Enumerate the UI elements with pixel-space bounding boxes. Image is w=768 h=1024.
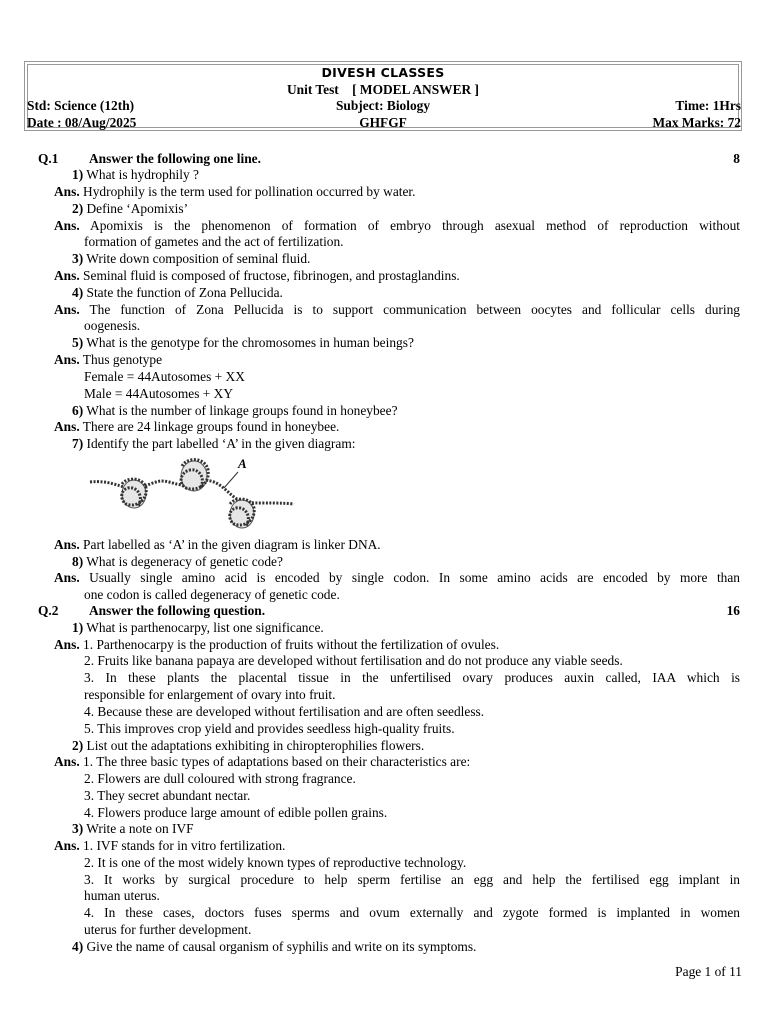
answer: Ans. Hydrophily is the term used for pollination occurred by water.	[54, 184, 416, 199]
q1-marks: 8	[733, 151, 740, 166]
answer-point: 2. It is one of the most widely known types of reproductive technology.	[84, 855, 467, 870]
question: 7) Identify the part labelled ‘A’ in the given diagram:	[72, 436, 356, 451]
nucleosome-diagram	[88, 454, 298, 536]
nucleosome	[122, 479, 146, 508]
answer-point: 3. They secret abundant nectar.	[84, 788, 251, 803]
q1-number: Q.1	[38, 151, 59, 166]
answer: Ans. There are 24 linkage groups found in honeybee.	[54, 419, 340, 434]
answer-continued: human uterus.	[84, 888, 160, 903]
question: 4) Give the name of causal organism of syphilis and write on its symptoms.	[72, 939, 477, 954]
answer-point: 2. Fruits like banana papaya are developed without fertilisation and do not produce any viable seeds.	[84, 653, 623, 668]
question: 1) What is parthenocarpy, list one significance.	[72, 620, 324, 635]
answer-continued: uterus for further development.	[84, 922, 252, 937]
page-number: Page 1 of 11	[675, 964, 742, 979]
q2-title: Answer the following question.	[89, 603, 266, 618]
answer-point: 4. Flowers produce large amount of edible pollen grains.	[84, 805, 388, 820]
time-label: Time: 1Hrs	[675, 98, 741, 113]
label-pointer	[224, 472, 238, 488]
question: 2) Define ‘Apomixis’	[72, 201, 189, 216]
answer-continued: Female = 44Autosomes + XX	[84, 369, 245, 384]
answer-point: 5. This improves crop yield and provides seedless high-quality fruits.	[84, 721, 455, 736]
answer: Ans. The function of Zona Pellucida is to support communication between oocytes and follicular cells during	[54, 302, 741, 317]
answer-point: 2. Flowers are dull coloured with strong fragrance.	[84, 771, 356, 786]
answer-continued: one codon is called degeneracy of genetic code.	[84, 587, 340, 602]
answer: Ans. Usually single amino acid is encoded by single codon. In some amino acids are encoded by more than	[54, 570, 740, 585]
question: 1) What is hydrophily ?	[72, 167, 199, 182]
nucleosome	[230, 499, 254, 528]
diagram-label-a: A	[238, 456, 247, 471]
subject-label: Subject: Biology	[335, 98, 431, 113]
answer-point: 4. In these cases, doctors fuses sperms and ovum externally and zygote formed is implanted in women	[84, 905, 740, 920]
question: 4) State the function of Zona Pellucida.	[72, 285, 283, 300]
question: 5) What is the genotype for the chromosomes in human beings?	[72, 335, 414, 350]
answer-continued: Male = 44Autosomes + XY	[84, 386, 233, 401]
std-label: Std: Science (12th)	[27, 98, 135, 113]
test-title: Unit Test [ MODEL ANSWER ]	[287, 82, 479, 97]
answer-point: 4. Because these are developed without fertilisation and are often seedless.	[84, 704, 485, 719]
answer: Ans. Thus genotype	[54, 352, 163, 367]
question: 6) What is the number of linkage groups found in honeybee?	[72, 403, 398, 418]
answer-point: 3. It works by surgical procedure to help sperm fertilise an egg and help the fertilised egg implant in	[84, 872, 740, 887]
q2-number: Q.2	[38, 603, 59, 618]
q2-marks: 16	[726, 603, 740, 618]
question: 2) List out the adaptations exhibiting in chiropterophilies flowers.	[72, 738, 425, 753]
answer: Ans. 1. The three basic types of adaptations based on their characteristics are:	[54, 754, 471, 769]
header-box	[24, 61, 742, 131]
answer-continued: responsible for enlargement of ovary into fruit.	[84, 687, 336, 702]
nucleosome	[181, 460, 208, 491]
answer: Ans. Apomixis is the phenomenon of formation of embryo through asexual method of reproduction without	[54, 218, 740, 233]
question: 3) Write down composition of seminal fluid.	[72, 251, 311, 266]
answer: Ans. 1. Parthenocarpy is the production of fruits without the fertilization of ovules.	[54, 637, 500, 652]
date-label: Date : 08/Aug/2025	[27, 115, 137, 130]
answer-point: 3. In these plants the placental tissue in the unfertilised ovary produces auxin called, IAA which is	[84, 670, 740, 685]
institute-name: DIVESH CLASSES	[321, 65, 445, 80]
answer: Ans. Seminal fluid is composed of fructose, fibrinogen, and prostaglandins.	[54, 268, 460, 283]
max-marks-label: Max Marks: 72	[652, 115, 741, 130]
answer: Ans. Part labelled as ‘A’ in the given diagram is linker DNA.	[54, 537, 381, 552]
answer: Ans. 1. IVF stands for in vitro fertilization.	[54, 838, 286, 853]
answer-continued: formation of gametes and the act of fertilization.	[84, 234, 344, 249]
question: 3) Write a note on IVF	[72, 821, 194, 836]
test-code: GHFGF	[359, 115, 407, 130]
answer-continued: oogenesis.	[84, 318, 141, 333]
q1-title: Answer the following one line.	[89, 151, 261, 166]
question: 8) What is degeneracy of genetic code?	[72, 554, 283, 569]
